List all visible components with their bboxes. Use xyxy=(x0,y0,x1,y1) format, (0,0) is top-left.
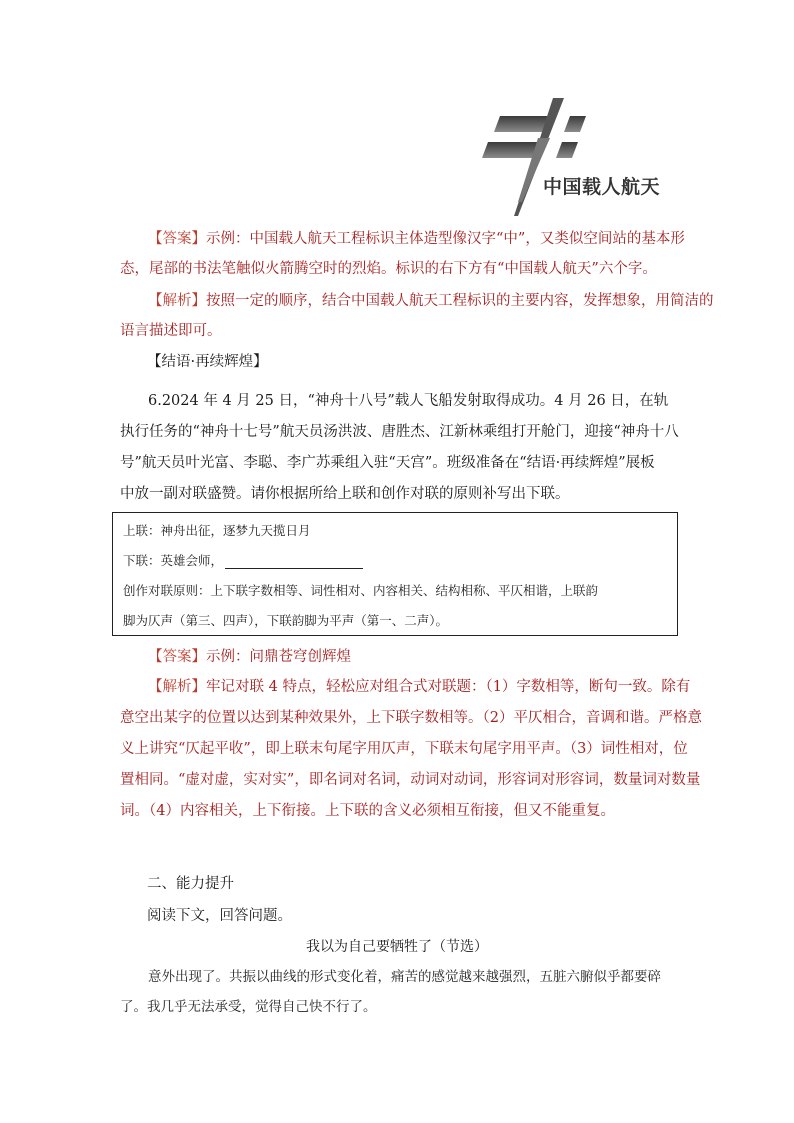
article-title: 我以为自己要牺牲了（节选） xyxy=(306,939,488,955)
question-6 xyxy=(120,386,680,510)
analysis-2-tag: 【解析】 xyxy=(148,679,206,695)
analysis-1-line-2: 语言描述即可。 xyxy=(120,323,222,339)
answer-tag: 【答案】 xyxy=(148,231,206,247)
lower-couplet xyxy=(123,551,363,569)
analysis-2-line-1: 牢记对联 4 特点，轻松应对组合式对联题：（1）字数相等，断句一致。除有 xyxy=(206,679,691,695)
analysis-2-line-4: 置相同。“虚对虚，实对实”，即名词对名词，动词对动词，形容词对形容词，数量词对数量 xyxy=(120,772,701,788)
part-2-heading: 二、能力提升 xyxy=(147,876,234,892)
question-6-line-4: 中放一副对联盛赞。请你根据所给上联和创作对联的原则补写出下联。 xyxy=(120,486,570,502)
answer-blank[interactable] xyxy=(225,554,363,569)
article-line-1: 意外出现了。共振以曲线的形式变化着，痛苦的感觉越来越强烈，五脏六腑似乎都要碎 xyxy=(148,969,661,985)
part-2-instruction: 阅读下文，回答问题。 xyxy=(147,908,292,924)
question-6-line-3: 号”航天员叶光富、李聪、李广苏乘组入驻“天宫”。班级准备在“结语·再续辉煌”展板 xyxy=(120,455,655,471)
china-manned-space-logo xyxy=(478,98,688,218)
answer-1-line-2: 态，尾部的书法笔触似火箭腾空时的烈焰。标识的右下方有“中国载人航天”六个字。 xyxy=(120,261,657,277)
analysis-1-line-1: 按照一定的顺序，结合中国载人航天工程标识的主要内容，发挥想象，用简洁的 xyxy=(206,293,714,309)
lower-couplet-text: 下联：英雄会师， xyxy=(123,553,224,568)
answer-1 xyxy=(120,224,685,284)
rule-line-2: 脚为仄声（第三、四声），下联韵脚为平声（第一、二声）。 xyxy=(123,613,449,628)
analysis-2-line-5: 词。（4）内容相关，上下衔接。上下联的含义必须相互衔接，但又不能重复。 xyxy=(120,803,615,819)
logo-text: 中国载人航天 xyxy=(543,176,661,198)
answer-2-tag: 【答案】 xyxy=(148,649,206,665)
analysis-2-line-3: 义上讲究“仄起平收”，即上联末句尾字用仄声，下联末句尾字用平声。（3）词性相对，位 xyxy=(120,741,688,757)
answer-1-line-1: 示例：中国载人航天工程标识主体造型像汉字“中”，又类似空间站的基本形 xyxy=(206,231,685,247)
answer-2-text: 示例：问鼎苍穹创辉煌 xyxy=(206,649,351,665)
article-body xyxy=(120,962,680,1022)
answer-2 xyxy=(120,642,680,672)
question-6-line-1: 6.2024 年 4 月 25 日，“神舟十八号”载人飞船发射取得成功。4 月 26 日，在轨 xyxy=(148,393,669,409)
section-title: 【结语·再续辉煌】 xyxy=(147,354,268,370)
couplet-box xyxy=(112,512,678,636)
analysis-2 xyxy=(120,672,702,827)
article-line-2: 了。我几乎无法承受，觉得自己快不行了。 xyxy=(120,999,377,1015)
analysis-1 xyxy=(120,286,714,346)
rule-line-1: 创作对联原则：上下联字数相等、词性相对、内容相关、结构相称、平仄相谐，上联韵 xyxy=(123,583,599,598)
question-6-line-2: 执行任务的“神舟十七号”航天员汤洪波、唐胜杰、江新林乘组打开舱门，迎接“神舟十八 xyxy=(120,424,679,440)
analysis-tag: 【解析】 xyxy=(148,293,206,309)
upper-couplet: 上联：神舟出征，逐梦九天揽日月 xyxy=(123,523,311,538)
analysis-2-line-2: 意空出某字的位置以达到某种效果外，上下联字数相等。（2）平仄相合，音调和谐。严格意 xyxy=(120,710,702,726)
